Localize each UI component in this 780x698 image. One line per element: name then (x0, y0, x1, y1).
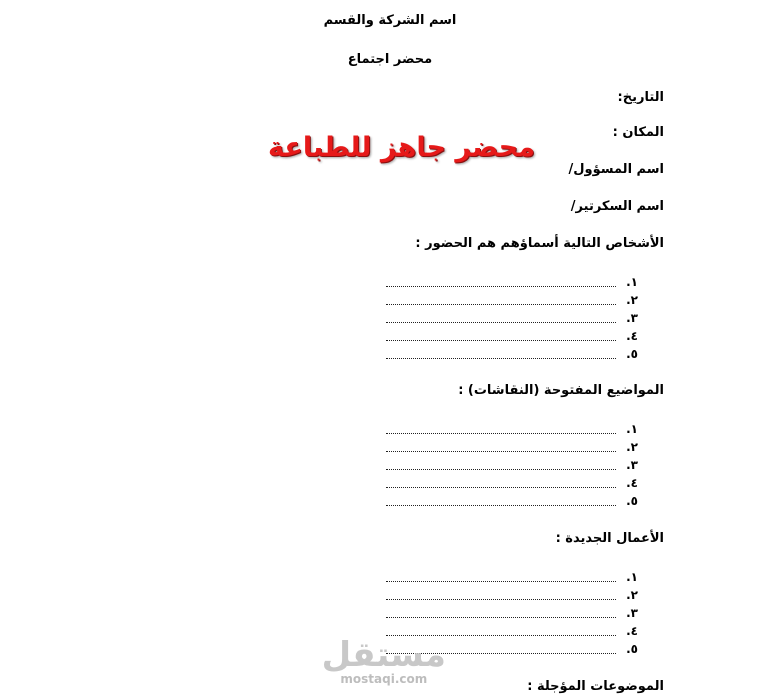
date-label: التاريخ: (617, 90, 664, 105)
dotted-line (386, 340, 616, 341)
dotted-line (386, 487, 616, 488)
line-number: ٤. (626, 624, 638, 638)
new-business-line (386, 606, 638, 622)
new-business-heading: الأعمال الجديدة : (555, 531, 664, 546)
open-topics-heading: المواضيع المفتوحة (النقاشات) : (458, 383, 664, 398)
watermark-latin-text: mostaqi.com (340, 672, 428, 686)
line-number: ٣. (626, 311, 638, 325)
attendee-line (386, 347, 638, 363)
line-number: ٢. (626, 588, 638, 602)
ready-to-print-stamp: محضر جاهز للطباعة (268, 132, 535, 163)
attendee-line (386, 293, 638, 309)
open-topic-line (386, 422, 638, 438)
attendee-line (386, 311, 638, 327)
line-number: ٤. (626, 329, 638, 343)
dotted-line (386, 599, 616, 600)
company-heading: اسم الشركة والقسم (323, 13, 457, 28)
line-number: ١. (626, 570, 638, 584)
line-number: ٥. (626, 347, 638, 361)
line-number: ٣. (626, 606, 638, 620)
line-number: ٤. (626, 476, 638, 490)
open-topic-line (386, 476, 638, 492)
responsible-label: اسم المسؤول/ (568, 162, 664, 177)
mostaql-watermark (321, 635, 446, 686)
line-number: ٥. (626, 642, 638, 656)
document-title: محضر اجتماع (347, 52, 433, 67)
new-business-line (386, 588, 638, 604)
postponed-topics-heading: الموضوعات المؤجلة : (527, 679, 664, 694)
line-number: ٢. (626, 293, 638, 307)
open-topic-line (386, 458, 638, 474)
line-number: ١. (626, 275, 638, 289)
attendees-heading: الأشخاص التالية أسماؤهم هم الحضور : (415, 236, 664, 251)
line-number: ٥. (626, 494, 638, 508)
dotted-line (386, 304, 616, 305)
dotted-line (386, 505, 616, 506)
place-label: المكان : (612, 125, 664, 140)
attendee-line (386, 275, 638, 291)
open-topic-line (386, 494, 638, 510)
dotted-line (386, 451, 616, 452)
attendee-line (386, 329, 638, 345)
dotted-line (386, 286, 616, 287)
watermark-arabic-logo: مستقل (321, 635, 446, 675)
dotted-line (386, 469, 616, 470)
open-topic-line (386, 440, 638, 456)
line-number: ٢. (626, 440, 638, 454)
dotted-line (386, 358, 616, 359)
dotted-line (386, 322, 616, 323)
dotted-line (386, 433, 616, 434)
secretary-label: اسم السكرتير/ (570, 199, 664, 214)
dotted-line (386, 617, 616, 618)
new-business-line (386, 570, 638, 586)
dotted-line (386, 581, 616, 582)
line-number: ١. (626, 422, 638, 436)
line-number: ٣. (626, 458, 638, 472)
